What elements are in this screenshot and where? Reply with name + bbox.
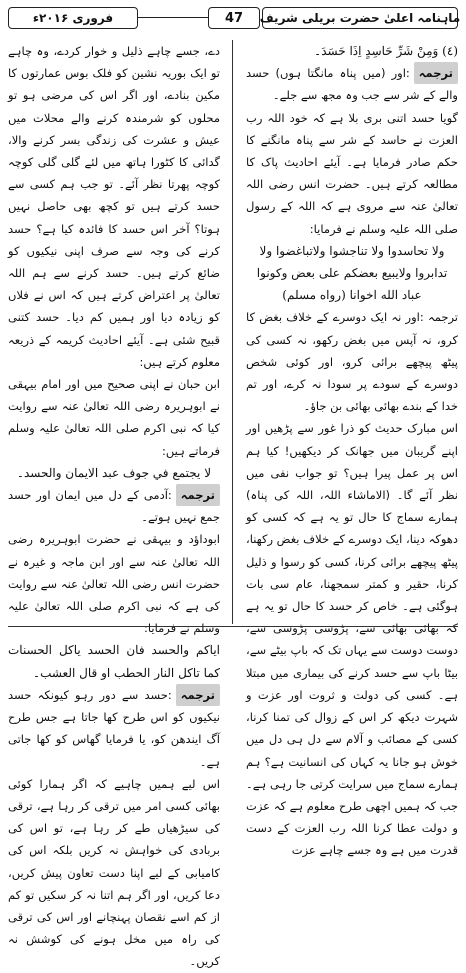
translation-heading: ترجمہ — [414, 62, 458, 84]
hadith-translation — [8, 684, 220, 773]
body-paragraph: ابن حبان نے اپنی صحیح میں اور امام بیہقی نے ابوہریرہ رضی اللہ تعالیٰ عنہ سے روایت کیا کہ نبی اکرم صلی اللہ تعالیٰ علیہ وسلم فرماتے ہیں: — [8, 377, 220, 458]
hadith-translation — [8, 484, 220, 528]
verse-translation — [246, 62, 458, 106]
right-column — [246, 40, 458, 858]
hadith-arabic: اياكم والحسد فان الحسد ياكل الحسنات كما تاكل النار الحطب او قال العشب۔ — [8, 643, 220, 680]
left-column — [8, 40, 220, 969]
hadith-arabic: لا يجتمع في جوف عبد الايمان والحسد۔ — [16, 465, 212, 480]
body-paragraph: اس لیے ہمیں چاہیے کہ اگر ہمارا کوئی بھائی کسی امر میں ترقی کر رہا ہے، ترقی کی سیڑھیاں طے کر رہا ہے، تو اس کی بربادی کی خواہش نہ کریں بلکہ اس کی کامیابی کے لیے اپنا دست تعاون پیش کریں، دعا کریں، اور اگر ہم اتنا نہ کر سکیں تو کم از کم اسے نقصان پہنچانے اور اس کی ترقی کی راہ میں مخل ہونے کی کوشش نہ کریں۔ — [8, 776, 220, 969]
body-paragraph: اس مبارک حدیث کو ذرا غور سے پڑھیں اور اپنے گریبان میں جھانک کر دیکھیں! کیا ہم اس پر عمل پیرا ہیں؟ تو جواب نفی میں نظر آئے گا۔ (الاماشاء اللہ، اللہ کی پناہ) ہمارے سماج کا حال تو یہ ہے کہ کسی کو دھوکہ دینا، ایک دوسرے کے خلاف بغض رکھنا، پیٹھ پیچھے برائی کرنا، کسی کو رسوا و ذلیل کرنا، حقیر و کمتر سمجھنا، عام سی بات ہوگئی ہے۔ خاص کر حسد کا حال تو یہ ہے کہ بھائی بھائی سے، پڑوسی پڑوسی سے، دوست دوست سے یہاں تک کہ باپ بیٹے سے، بیٹا باپ سے حسد کرنے کی بیماری میں مبتلا ہے۔ کسی کی دولت و ثروت اور عزت و شہرت دیکھ کر اس کے زوال کی تمنا کرنا، کسی کے مصائب و آلام سے دل ہی دل میں خوش ہو جانا یہ کہاں کی انسانیت ہے؟ ہم ہمارے سماج میں سرایت کرتی جا رہی ہے۔ جب کہ ہمیں اچھی طرح معلوم ہے کہ عزت و دولت عطا کرنا اللہ رب العزت کے دست قدرت میں ہے وہ جسے چاہے عزت — [246, 421, 458, 858]
page-header — [8, 4, 461, 34]
header-rule — [138, 17, 208, 18]
body-paragraph: گویا حسد اتنی بری بلا ہے کہ خود اللہ رب العزت نے حاسد کے شر سے پناہ مانگنے کا حکم صادر فرمایا ہے۔ آیئے احادیث پاک کا مطالعہ کرتے ہیں۔ حضرت انس رضی اللہ تعالیٰ عنہ سے مروی ہے کہ اللہ کے رسول صلی اللہ علیہ وسلم نے فرمایا: — [246, 110, 458, 236]
hadith-arabic: ولا تحاسدوا ولا تناجشوا ولاتباغضوا ولا تدابروا ولايبيع بعضكم على بعض وكونوا عباد الله اخوانا (رواه مسلم) — [256, 243, 448, 303]
quran-verse: (٤) وَمِنْ شَرِّ حَاسِدٍ اِذَا حَسَدَ۔ — [314, 44, 458, 58]
translation-text: :آدمی کے دل میں ایمان اور حسد جمع نہیں ہوتے۔ — [8, 488, 220, 525]
hadith-translation: ترجمہ :اور نہ ایک دوسرے کے خلاف بغض کا کرو، نہ آپس میں بغض رکھو، نہ کسی کی پیٹھ پیچھے برائی کرو، اور کوئی شخص دوسرے کے سودے پر سودا نہ کرے، اور تم خدا کے بندے بھائی بھائی بن جاؤ۔ — [246, 310, 458, 414]
translation-heading: ترجمہ — [176, 484, 220, 506]
issue-date: فروری ۲۰۱۶ء — [8, 7, 138, 29]
translation-text: :اور (میں پناہ مانگتا ہوں) حسد والے کے شر سے جب وہ مجھ سے جلے۔ — [246, 66, 458, 103]
bottom-rule — [8, 626, 458, 627]
body-paragraph: دے، جسے چاہے ذلیل و خوار کردے، وہ چاہے تو ایک بوریہ نشین کو فلک بوس عمارتوں کا مکین بنادے، اور اگر اس کی مرضی ہو تو محلوں کو شرمندہ کرنے والے محلات میں عیش و عشرت کی زندگی بسر کرنے والا، گدائی کا کٹورا ہاتھ میں لئے گلی گلی کوچہ کوچہ پھرتا نظر آئے۔ تو جب ہم کسی سے حسد کرتے ہیں تو کچھ بھی حاصل نہیں ہوتا؟ آخر اس حسد کا فائدہ کیا ہے؟ حسد کرنے کی وجہ سے صرف اپنی نیکیوں کو ضائع کرتے ہیں۔ حسد کرنے سے ہم اللہ تعالیٰ پر اعتراض کرتے ہیں کہ اس نے فلاں کو زیادہ دیا اور ہمیں کم دیا۔ حسد کتنی قبیح شئی ہے۔ آیئے احادیث کریمہ کے ذریعہ معلوم کرتے ہیں: — [8, 44, 220, 369]
page-number: 47 — [208, 7, 260, 29]
column-divider — [232, 40, 233, 624]
body-paragraph: ابوداؤد و بیہقی نے حضرت ابوہریرہ رضی اللہ تعالیٰ عنہ سے اور ابن ماجہ و غیرہ نے حضرت انس رضی اللہ تعالیٰ عنہ سے روایت کی ہے کہ نبی اکرم صلی اللہ تعالیٰ علیہ وسلم نے فرمایا: — [8, 532, 220, 636]
magazine-title: ماہنامہ اعلیٰ حضرت بریلی شریف — [262, 7, 458, 29]
translation-heading: ترجمہ — [176, 684, 220, 706]
translation-text: :حسد سے دور رہو کیونکہ حسد نیکیوں کو اس طرح کھا جاتا ہے جس طرح آگ ایندھن کو، یا فرمایا گھاس کو کھا جاتی ہے۔ — [8, 687, 220, 769]
